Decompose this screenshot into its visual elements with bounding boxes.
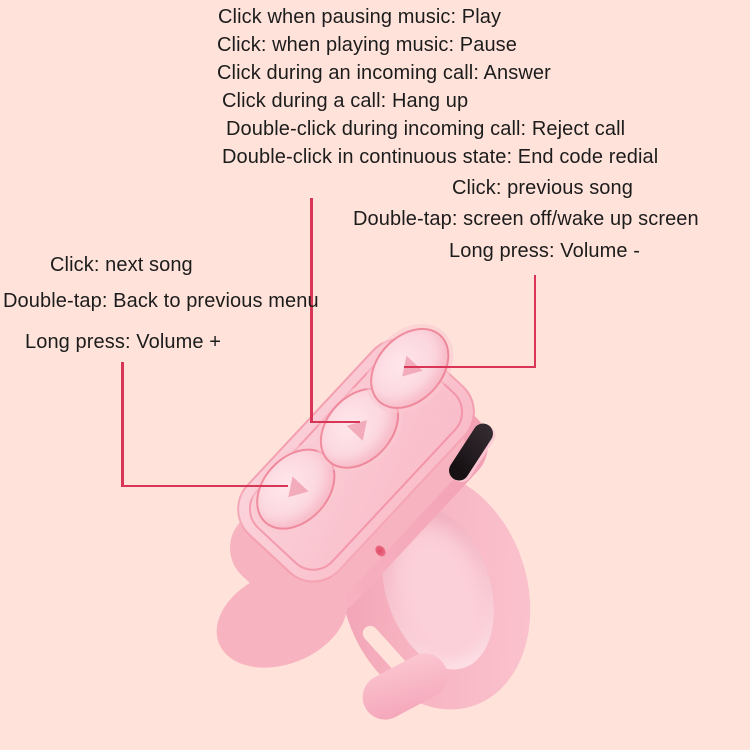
annotation-previous-song: Click: previous song xyxy=(452,177,633,199)
annotation-pause: Click: when playing music: Pause xyxy=(217,34,517,56)
callout-line-bottom-button-vertical xyxy=(121,362,124,487)
previous-arrow-icon xyxy=(394,355,422,383)
annotation-volume-up: Long press: Volume + xyxy=(25,331,222,353)
annotation-play: Click when pausing music: Play xyxy=(218,6,502,28)
play-arrow-icon xyxy=(347,412,375,440)
annotation-volume-down: Long press: Volume - xyxy=(449,240,640,262)
annotation-answer: Click during an incoming call: Answer xyxy=(217,62,551,84)
annotation-hang-up: Click during a call: Hang up xyxy=(222,90,469,112)
annotation-next-song: Click: next song xyxy=(50,254,193,276)
callout-line-top-button-vertical xyxy=(534,275,537,368)
callout-line-top-button-horizontal xyxy=(404,366,536,369)
annotation-screen-off-wake: Double-tap: screen off/wake up screen xyxy=(353,208,699,230)
annotation-end-code-redial: Double-click in continuous state: End code redial xyxy=(222,146,659,168)
callout-line-middle-button-horizontal xyxy=(310,421,360,424)
annotation-back-previous-menu: Double-tap: Back to previous menu xyxy=(3,290,319,312)
annotation-reject-call: Double-click during incoming call: Reject call xyxy=(226,118,626,140)
next-arrow-icon xyxy=(280,476,308,504)
callout-line-bottom-button-horizontal xyxy=(121,485,288,488)
